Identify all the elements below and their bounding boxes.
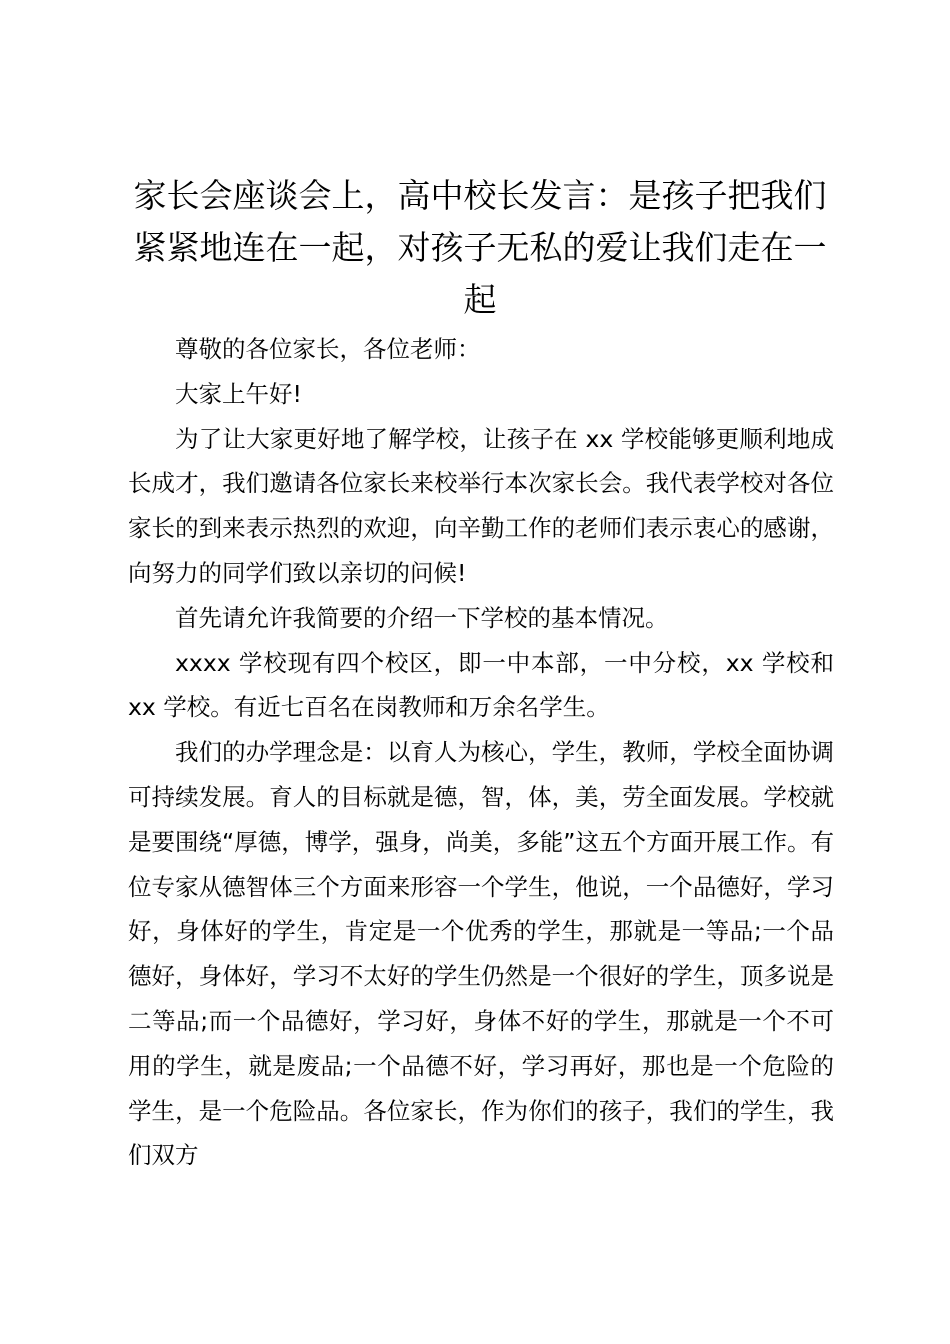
document-body (128, 327, 834, 1178)
welcome-paragraph: 为了让大家更好地了解学校，让孩子在 xx 学校能够更顺利地成长成才，我们邀请各位家长来校举行本次家长会。我代表学校对各位家长的到来表示热烈的欢迎，向辛勤工作的老师们表示衷心的感谢，向努力的同学们致以亲切的问候! (128, 424, 834, 587)
document-title: 家长会座谈会上，高中校长发言：是孩子把我们紧紧地连在一起，对孩子无私的爱让我们走在一起 (133, 176, 827, 319)
greeting-paragraph: 大家上午好! (175, 379, 302, 408)
salutation-paragraph: 尊敬的各位家长，各位老师： (175, 335, 481, 363)
intro-paragraph: 首先请允许我简要的介绍一下学校的基本情况。 (175, 603, 669, 632)
campus-paragraph: xxxx 学校现有四个校区，即一中本部，一中分校，xx 学校和 xx 学校。有近七百名在岗教师和万余名学生。 (128, 648, 834, 722)
philosophy-paragraph: 我们的办学理念是：以育人为核心，学生，教师，学校全面协调可持续发展。育人的目标就是德，智，体，美，劳全面发展。学校就是要围绕“厚德，博学，强身，尚美，多能”这五个方面开展工作。有位专家从德智体三个方面来形容一个学生，他说，一个品德好，学习好，身体好的学生，肯定是一个优秀的学生，那就是一等品;一个品德好，身体好，学习不太好的学生仍然是一个很好的学生，顶多说是二等品;而一个品德好，学习好，身体不好的学生，那就是一个不可用的学生，就是废品;一个品德不好，学习再好，那也是一个危险的学生，是一个危险品。各位家长，作为你们的孩子，我们的学生，我们双方 (128, 738, 834, 1170)
